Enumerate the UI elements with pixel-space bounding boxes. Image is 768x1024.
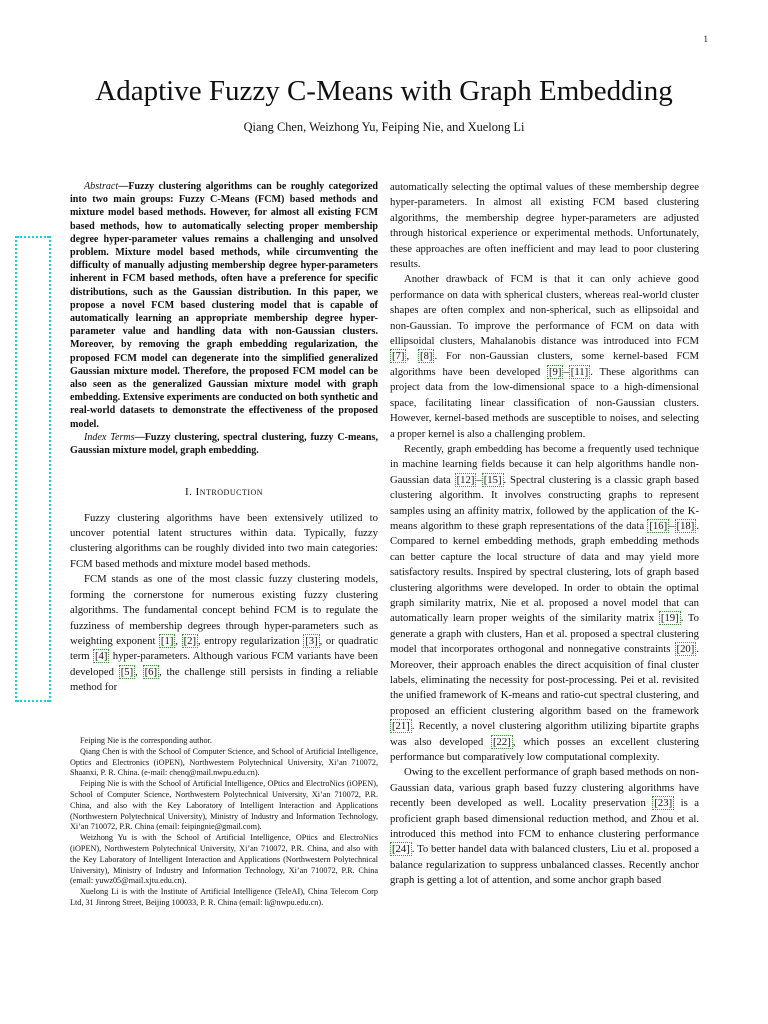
citation-link[interactable]: [15] <box>483 473 502 486</box>
citation-link[interactable]: [24] <box>392 843 410 856</box>
citation-link[interactable]: [19] <box>660 612 679 625</box>
author-list: Qiang Chen, Weizhong Yu, Feiping Nie, and Xuelong Li <box>243 120 525 134</box>
right-column <box>390 180 699 889</box>
citation-link[interactable]: [7] <box>392 350 405 363</box>
paper-title: Adaptive Fuzzy C-Means with Graph Embedding <box>95 75 673 107</box>
footnote: Qiang Chen is with the School of Computer Science, and School of Artificial Intelligence, Optics and Electronics (iOPEN), Northwestern Polytechnical University, Xi’an 710072, Shaanxi, P. R. China. (e-mail: chenq@mail.nwpu.edu.cn). <box>70 746 378 778</box>
citation-link[interactable]: [23] <box>654 797 673 810</box>
citation-link[interactable]: [16] <box>649 519 668 532</box>
citation-link[interactable]: [11] <box>570 365 589 378</box>
paragraph: Owing to the excellent performance of graph based methods on non-Gaussian data, various graph based fuzzy clustering algorithms have recently been developed as well. Locality preservation [23] is a proficient graph based dimensional reduction method, and Zhou et al. introduced this method into FCM to enhance clustering performance [24] . To better handel data with balanced clusters, Liu et al. proposed a balance regularization to suppress unbalanced classes. Recently anchor graph is getting a lot of attention, and some anchor graph based <box>390 766 700 887</box>
footnote: Xuelong Li is with the Institute of Artificial Intelligence (TeleAI), China Telecom Corp Ltd, 31 Jinrong Street, Beijing 100033, P. R. China (email: li@nwpu.edu.cn). <box>70 887 378 907</box>
citation-link[interactable]: [3] <box>305 634 318 647</box>
citation-link[interactable]: [5] <box>120 665 134 678</box>
index-terms-label: Index Terms <box>84 431 135 443</box>
citation-link[interactable]: [1] <box>160 634 174 647</box>
page-number: 1 <box>703 34 708 44</box>
margin-selection-marker <box>15 236 51 702</box>
left-column <box>70 180 378 696</box>
abstract-text: —Fuzzy clustering algorithms can be roughly categorized into two main groups: Fuzzy C-Means (FCM) based methods and mixture model based methods. However, for almost all existing FCM based methods, how to automatically selecting proper membership degree hyper-parameter values remains a challenging and unsolved problem. Mixture model based methods, while circumventing the difficulty of manually adjusting membership degree hyper-parameters inherent in FCM based methods, often have a preference for specific distributions, such as the Gaussian distribution. In this paper, we propose a novel FCM based clustering model that is capable of automatically learning an appropriate membership degree hyper-parameter value and handling data with non-Gaussian clusters. Moreover, by removing the graph embedding regularization, the proposed FCM model can degenerate into the simplified generalized Gaussian mixture model. Therefore, the proposed FCM model can be also seen as the generalized Gaussian mixture model with graph embedding. Extensive experiments are conducted on both synthetic and real-world datasets to demonstrate the effectiveness of the proposed model. <box>70 181 378 430</box>
citation-link[interactable]: [18] <box>676 519 695 532</box>
paragraph: automatically selecting the optimal values of these membership degree hyper-parameters. In almost all existing FCM based clustering algorithms, the membership degree hyper-parameters are adjusted through historical experience or experimental methods. Unfortunately, these approaches are often inefficient and may lead to poor clustering results. <box>390 181 699 271</box>
abstract <box>70 180 378 431</box>
paragraph: Another drawback of FCM is that it can only achieve good performance on data with spherical clusters, whereas real-world cluster shapes are often complex and non-spherical, such as ellipsoidal and non-Gaussian. To improve the performance of FCM on data with ellipsoidal clusters, Mahalanobis distance was introduced into FCM [7] , [8] . For non-Gaussian clusters, some kernel-based FCM algorithms have been developed [9] – [11] . These algorithms can project data from the low-dimensional space to a high-dimensional space, facilitating linear classification of non-Gaussian clusters. However, kernel-based methods are susceptible to noises, and selecting a proper kernel is also a challenging problem. <box>390 273 700 440</box>
paragraph: Recently, graph embedding has become a frequently used technique in machine learning fields because it can help algorithms handle non-Gaussian data [12] – [15] . Spectral clustering is a classic graph based clustering algorithm. It involves constructing graphs to represent samples using an affinity matrix, followed by the application of the K-means algorithm to these graph representations of the data [16] – [18] . Compared to kernel embedding methods, graph embedding methods can better capture the local structure of data and may yield more satisfactory results. Inspired by spectral clustering, lots of graph based clustering algorithms were developed. In order to obtain the optimal graph similarity matrix, Nie et al. proposed a novel model that can automatically learn proper weights of the similarity matrix [19] . To generate a graph with clusters, Han et al. proposed a spectral clustering model that incorporates orthogonal and nonnegative constraints [20] . Moreover, their approach enables the direct acquisition of final cluster labels, eliminating the necessity for post-processing. Pei et al. revisited the unified framework of K-means and ratio-cut spectral clustering, and proposed an efficient clustering algorithm based on the framework [21] . Recently, a novel clustering algorithm utilizing bipartite graphs was also developed [22] , which posses an excellent clustering performance but comparatively low computational complexity. <box>390 442 699 764</box>
abstract-label: Abstract <box>84 181 119 192</box>
footnote: Feiping Nie is the corresponding author. <box>80 736 212 745</box>
footnote: Feiping Nie is with the School of Artificial Intelligence, OPtics and ElectroNics (iOPEN), School of Computer Science, Northwestern Polytechnical University, Xi’an 710072, P.R. China, and also with the Key Laboratory of Intelligent Interaction and Applications (Northwestern Polytechnical University), Ministry of Industry and Information Technology, Xi’an 710072, P.R. China (email: feipingnie@gmail.com). <box>70 779 378 832</box>
citation-link[interactable]: [20] <box>676 643 695 656</box>
citation-link[interactable]: [8] <box>420 350 433 363</box>
citation-link[interactable]: [21] <box>392 720 410 733</box>
paragraph: FCM stands as one of the most classic fuzzy clustering models, forming the cornerstone for numerous existing fuzzy clustering algorithms. The fundamental concept behind FCM is to regulate the fuzziness of membership degrees through hyper-parameters such as weighting exponent [1] , [2] , entropy regularization [3] , or quadratic term [4] hyper-parameters. Although various FCM variants have been developed [5] , [6] , the challenge still persists in finding a reliable method for <box>70 573 379 694</box>
footnote: Weizhong Yu is with the School of Artificial Intelligence, OPtics and ElectroNics (iOPEN), Northwestern Polytechnical University, Xi’an 710072, P.R. China, and also with the Key Laboratory of Intelligent Interaction and Applications (Northwestern Polytechnical University), Ministry of Industry and Information Technology, Xi’an 710072, P.R. China (email: yuwz05@mail.xjtu.edu.cn). <box>70 833 378 886</box>
footnotes <box>70 736 378 909</box>
citation-link[interactable]: [12] <box>456 473 475 486</box>
citation-link[interactable]: [2] <box>183 634 197 647</box>
citation-link[interactable]: [6] <box>144 665 158 678</box>
paragraph: Fuzzy clustering algorithms have been extensively utilized to uncover potential latent structures within data. Typically, fuzzy clustering algorithms can be roughly divided into two main categories: FCM based methods and mixture model based methods. <box>70 511 378 570</box>
index-terms-text: —Fuzzy clustering, spectral clustering, fuzzy C-means, Gaussian mixture model, graph embedding. <box>70 431 378 457</box>
citation-link[interactable]: [9] <box>548 365 562 378</box>
citation-link[interactable]: [22] <box>492 735 511 748</box>
citation-link[interactable]: [4] <box>94 650 108 663</box>
section-heading-introduction: I. Introduction <box>184 486 264 499</box>
index-terms <box>70 431 378 457</box>
